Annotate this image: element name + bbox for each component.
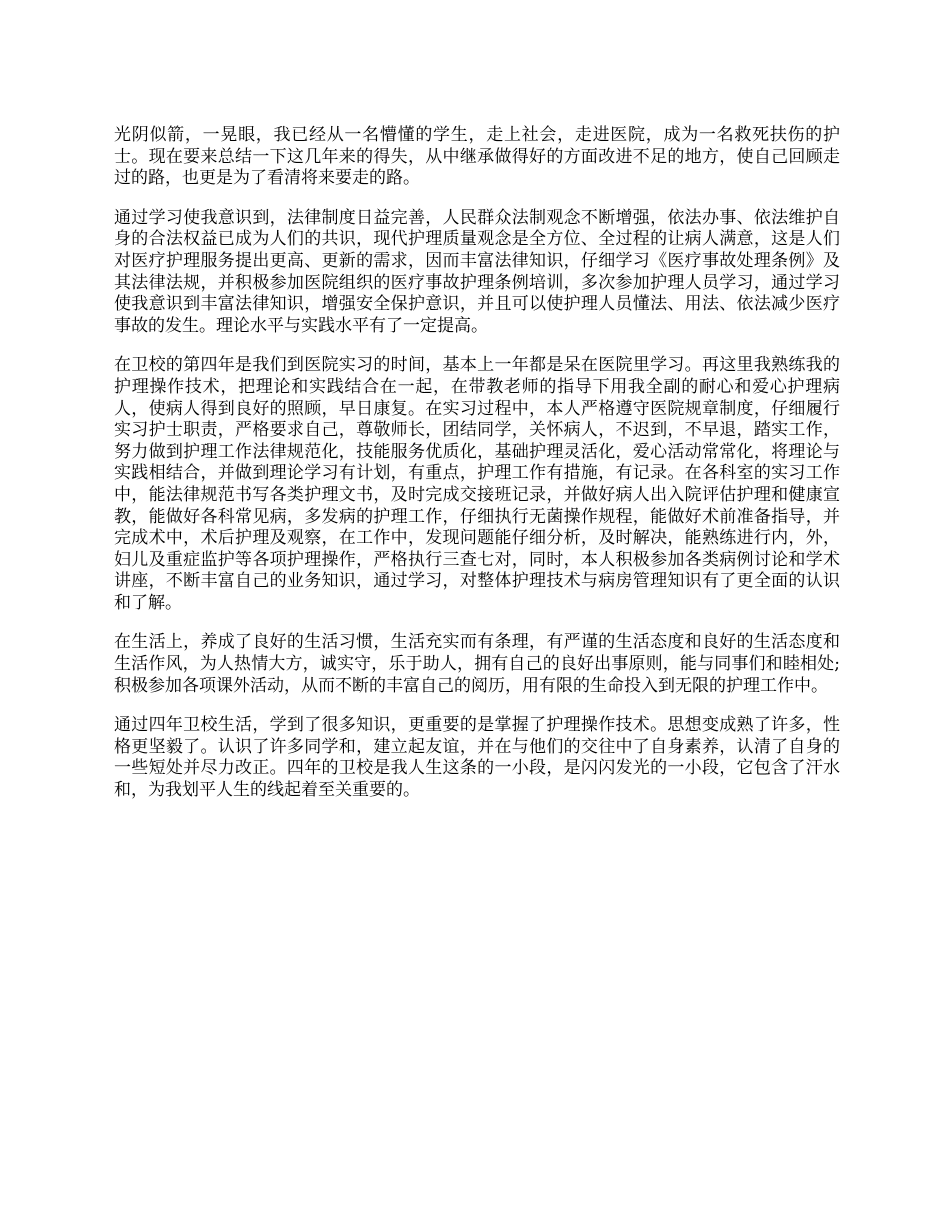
document-body (114, 125, 840, 820)
paragraph-5: 通过四年卫校生活，学到了很多知识，更重要的是掌握了护理操作技术。思想变成熟了许多，性格更坚毅了。认识了许多同学和，建立起友谊，并在与他们的交往中了自身素养，认清了自身的一些短处并尽力改正。四年的卫校是我人生这条的一小段，是闪闪发光的一小段，它包含了汗水和，为我划平人生的线起着至关重要的。 (114, 715, 840, 801)
paragraph-1: 光阴似箭，一晃眼，我已经从一名懵懂的学生，走上社会，走进医院，成为一名救死扶伤的护士。现在要来总结一下这几年来的得失，从中继承做得好的方面改进不足的地方，使自己回顾走过的路，也更是为了看清将来要走的路。 (114, 125, 840, 189)
paragraph-2: 通过学习使我意识到，法律制度日益完善，人民群众法制观念不断增强，依法办事、依法维护自身的合法权益已成为人们的共识，现代护理质量观念是全方位、全过程的让病人满意，这是人们对医疗护理服务提出更高、更新的需求，因而丰富法律知识，仔细学习《医疗事故处理条例》及其法律法规，并积极参加医院组织的医疗事故护理条例培训，多次参加护理人员学习，通过学习使我意识到丰富法律知识，增强安全保护意识，并且可以使护理人员懂法、用法、依法减少医疗事故的发生。理论水平与实践水平有了一定提高。 (114, 207, 840, 336)
paragraph-3: 在卫校的第四年是我们到医院实习的时间，基本上一年都是呆在医院里学习。再这里我熟练我的护理操作技术，把理论和实践结合在一起，在带教老师的指导下用我全副的耐心和爱心护理病人，使病人得到良好的照顾，早日康复。在实习过程中，本人严格遵守医院规章制度，仔细履行实习护士职责，严格要求自己，尊敬师长，团结同学，关怀病人，不迟到，不早退，踏实工作，努力做到护理工作法律规范化，技能服务优质化，基础护理灵活化，爱心活动常常化，将理论与实践相结合，并做到理论学习有计划，有重点，护理工作有措施，有记录。在各科室的实习工作中，能法律规范书写各类护理文书，及时完成交接班记录，并做好病人出入院评估护理和健康宣教，能做好各科常见病，多发病的护理工作，仔细执行无菌操作规程，能做好术前准备指导，并完成术中，术后护理及观察，在工作中，发现问题能仔细分析，及时解决，能熟练进行内，外，妇儿及重症监护等各项护理操作，严格执行三查七对，同时，本人积极参加各类病例讨论和学术讲座，不断丰富自己的业务知识，通过学习，对整体护理技术与病房管理知识有了更全面的认识和了解。 (114, 355, 840, 613)
paragraph-4: 在生活上，养成了良好的生活习惯，生活充实而有条理，有严谨的生活态度和良好的生活态度和生活作风，为人热情大方，诚实守，乐于助人，拥有自己的良好出事原则，能与同事们和睦相处;积极参加各项课外活动，从而不断的丰富自己的阅历，用有限的生命投入到无限的护理工作中。 (114, 632, 840, 696)
